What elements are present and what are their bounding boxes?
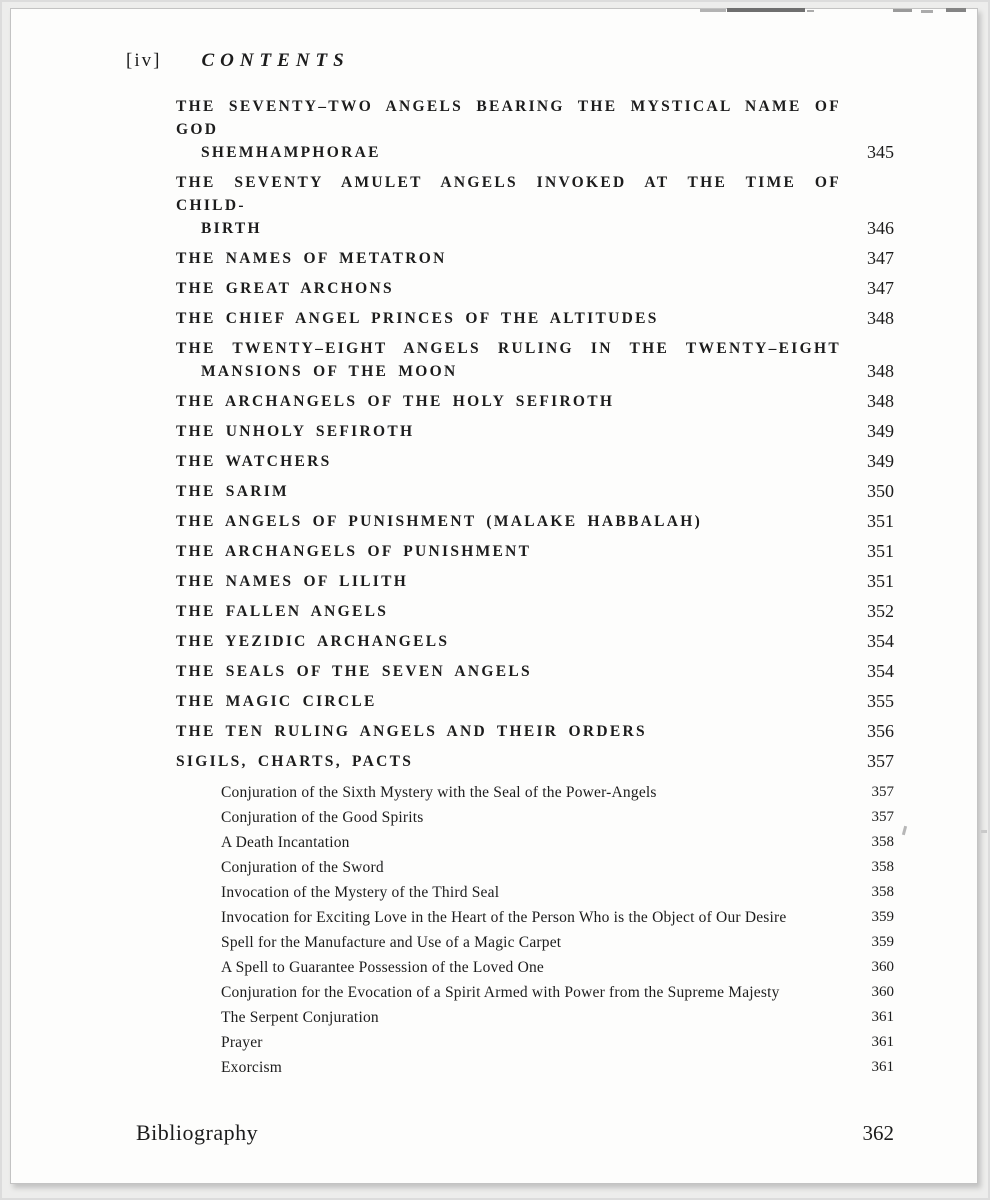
toc-entry (176, 720, 894, 743)
page-number: 351 (867, 571, 894, 591)
toc-entry-line: The Serpent Conjuration (221, 1009, 379, 1026)
toc-entry-title (176, 247, 841, 270)
page-number: 348 (867, 361, 894, 381)
toc-entry-title (221, 1055, 872, 1080)
page-header (126, 49, 977, 74)
toc-entry-line: THE WATCHERS (176, 453, 332, 470)
toc-entry-line: THE ARCHANGELS OF THE HOLY SEFIROTH (176, 393, 615, 410)
toc-entry-line: THE SEVENTY–TWO ANGELS BEARING THE MYSTICAL NAME OF GOD (176, 98, 841, 138)
toc-entry-line: Invocation of the Mystery of the Third Seal (221, 884, 500, 901)
toc-subentry (176, 880, 894, 905)
page-number: 357 (871, 784, 894, 800)
toc-entry-line: THE SARIM (176, 483, 289, 500)
toc-entry (176, 390, 894, 413)
toc-subentry (176, 1030, 894, 1055)
toc-entry-line: Spell for the Manufacture and Use of a Magic Carpet (221, 934, 562, 951)
toc-entry-title (221, 830, 872, 855)
toc-entry-title (176, 720, 841, 743)
toc-entry (176, 171, 894, 240)
page-number: 358 (871, 834, 894, 850)
toc-entry-title (221, 1005, 872, 1030)
scan-artifact (700, 9, 726, 12)
toc-entry-title (176, 277, 841, 300)
toc-entry-line: THE TWENTY–EIGHT ANGELS RULING IN THE TWENTY–EIGHT (176, 340, 841, 357)
toc-entry-title (176, 690, 841, 713)
toc-entry-line: BIRTH (201, 220, 262, 237)
page-number: 345 (867, 142, 894, 162)
toc-entry (176, 277, 894, 300)
toc-entry-line: Conjuration of the Sixth Mystery with the Seal of the Power-Angels (221, 784, 657, 801)
toc-entry-title (221, 880, 872, 905)
toc-entry-title (176, 171, 841, 240)
scanned-book-page (10, 8, 978, 1184)
toc-entry-line: Prayer (221, 1034, 263, 1051)
toc-entry-line: THE SEALS OF THE SEVEN ANGELS (176, 663, 532, 680)
toc-entry (176, 540, 894, 563)
page-number: 355 (867, 691, 894, 711)
toc-entry-title (176, 390, 841, 413)
toc-entry-title (221, 1030, 872, 1055)
toc-list (176, 95, 894, 1080)
page-number: 358 (871, 859, 894, 875)
toc-entry-title (176, 600, 841, 623)
toc-entry-title (176, 95, 841, 164)
toc-subentry (176, 930, 894, 955)
toc-entry-line: THE YEZIDIC ARCHANGELS (176, 633, 450, 650)
toc-entry (176, 570, 894, 593)
toc-entry (176, 510, 894, 533)
toc-entry-title (221, 905, 872, 930)
toc-entry-title (221, 930, 872, 955)
toc-entry-line: A Death Incantation (221, 834, 350, 851)
page-number: 357 (871, 809, 894, 825)
toc-entry-line: SHEMHAMPHORAE (201, 144, 381, 161)
page-number: 349 (867, 451, 894, 471)
page-number: 361 (871, 1009, 894, 1025)
toc-subentry (176, 805, 894, 830)
toc-entry-line: A Spell to Guarantee Possession of the Loved One (221, 959, 544, 976)
page-number: 360 (871, 984, 894, 1000)
scan-artifact (981, 830, 987, 833)
toc-entry-title (176, 660, 841, 683)
page-number: 347 (867, 248, 894, 268)
toc-entry (176, 660, 894, 683)
toc-entry (176, 480, 894, 503)
page-number: 346 (867, 218, 894, 238)
scan-artifact (807, 10, 814, 12)
toc-entry (176, 247, 894, 270)
toc-subentry (176, 955, 894, 980)
toc-entry-title (176, 630, 841, 653)
toc-entry-title (176, 570, 841, 593)
contents-title: CONTENTS (201, 50, 350, 71)
toc-entry (176, 450, 894, 473)
toc-entry (176, 630, 894, 653)
toc-entry-line: Conjuration for the Evocation of a Spirit Armed with Power from the Supreme Majesty (221, 984, 780, 1001)
toc-entry-title (176, 307, 841, 330)
toc-entry (176, 307, 894, 330)
page-number: 347 (867, 278, 894, 298)
toc-entry (176, 95, 894, 164)
page-number: 361 (871, 1034, 894, 1050)
page-number: 357 (867, 751, 894, 771)
toc-entry-line: Conjuration of the Good Spirits (221, 809, 424, 826)
toc-subentry (176, 1005, 894, 1030)
toc-entry-line: MANSIONS OF THE MOON (201, 363, 458, 380)
toc-entry-title (176, 450, 841, 473)
toc-entry-line: THE CHIEF ANGEL PRINCES OF THE ALTITUDES (176, 310, 659, 327)
page-number: 359 (871, 909, 894, 925)
scan-artifact (946, 8, 966, 12)
toc-entry-line: THE UNHOLY SEFIROTH (176, 423, 415, 440)
page-number: 358 (871, 884, 894, 900)
bibliography-label: Bibliography (136, 1120, 259, 1145)
page-number: 352 (867, 601, 894, 621)
toc-subentry (176, 780, 894, 805)
table-of-contents (176, 95, 894, 1080)
toc-entry-title (176, 337, 841, 383)
page-number: 351 (867, 541, 894, 561)
toc-entry-title (176, 480, 841, 503)
page-number: 361 (871, 1059, 894, 1075)
toc-entry-line: THE ANGELS OF PUNISHMENT (MALAKE HABBALAH) (176, 513, 703, 530)
page-number: 359 (871, 934, 894, 950)
toc-entry-line: THE GREAT ARCHONS (176, 280, 394, 297)
toc-entry-line: THE MAGIC CIRCLE (176, 693, 377, 710)
toc-entry (176, 337, 894, 383)
toc-subentry (176, 905, 894, 930)
page-number: 349 (867, 421, 894, 441)
toc-entry-line: SIGILS, CHARTS, PACTS (176, 753, 414, 770)
page-number: 354 (867, 661, 894, 681)
toc-entry-title (221, 805, 872, 830)
page-number: 351 (867, 511, 894, 531)
scan-artifact (727, 8, 805, 12)
toc-entry-title (221, 855, 872, 880)
toc-subentry (176, 855, 894, 880)
toc-entry-line: THE TEN RULING ANGELS AND THEIR ORDERS (176, 723, 647, 740)
toc-entry (176, 750, 894, 773)
toc-entry-title (176, 750, 841, 773)
bibliography-page-number: 362 (862, 1121, 894, 1145)
toc-entry-title (221, 780, 872, 805)
page-number: 356 (867, 721, 894, 741)
toc-entry (176, 690, 894, 713)
scan-artifact (921, 10, 933, 13)
toc-subentry (176, 980, 894, 1005)
toc-entry-title (176, 510, 841, 533)
page-number: 348 (867, 308, 894, 328)
toc-entry-line: Exorcism (221, 1059, 283, 1076)
page-number: 354 (867, 631, 894, 651)
scan-artifact (893, 9, 912, 12)
toc-entry-title (176, 420, 841, 443)
folio-number: [iv] (126, 50, 162, 71)
toc-entry-line: Invocation for Exciting Love in the Heart of the Person Who is the Object of Our Desire (221, 909, 787, 926)
toc-entry-line: THE ARCHANGELS OF PUNISHMENT (176, 543, 532, 560)
toc-entry-title (221, 980, 872, 1005)
page-number: 360 (871, 959, 894, 975)
toc-subentry (176, 1055, 894, 1080)
toc-entry (176, 600, 894, 623)
toc-subentry (176, 830, 894, 855)
page-number: 348 (867, 391, 894, 411)
toc-entry (176, 420, 894, 443)
toc-entry-title (176, 540, 841, 563)
toc-entry-title (221, 955, 872, 980)
bibliography-entry (136, 1120, 894, 1146)
toc-entry-line: THE FALLEN ANGELS (176, 603, 389, 620)
toc-entry-line: THE SEVENTY AMULET ANGELS INVOKED AT THE TIME OF CHILD- (176, 174, 841, 214)
page-number: 350 (867, 481, 894, 501)
toc-entry-line: Conjuration of the Sword (221, 859, 384, 876)
toc-entry-line: THE NAMES OF METATRON (176, 250, 447, 267)
toc-entry-line: THE NAMES OF LILITH (176, 573, 409, 590)
